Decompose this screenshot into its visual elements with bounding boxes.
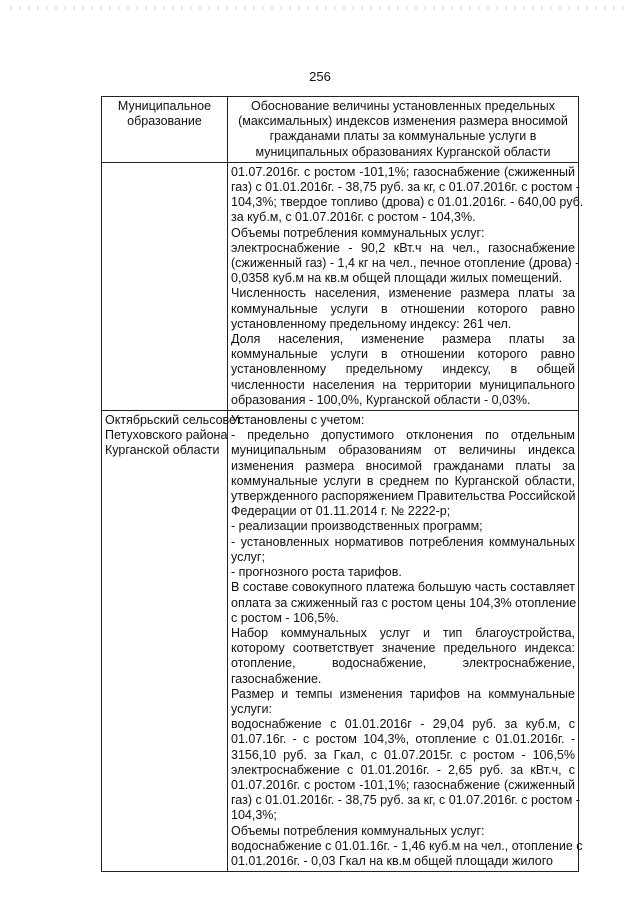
text-line: Объемы потребления коммунальных услуг: <box>231 225 485 240</box>
text-line: коммунальные услуги в отношении которого равно <box>231 347 575 362</box>
text-line: гражданами платы за коммунальные услуги в <box>269 129 537 144</box>
text-line: 3156,10 руб. за Гкал, с 01.07.2015г. с ростом - 106,5% <box>231 747 575 762</box>
text-line: Численность населения, изменение размера платы за <box>231 286 575 301</box>
text-line: 104,3%; твердое топливо (дрова) с 01.01.2016г. - 640,00 руб. <box>231 195 584 210</box>
text-line: за куб.м, с 01.07.2016г. с ростом - 104,3%. <box>231 210 476 225</box>
text-line: Курганской области <box>105 443 220 458</box>
table-header-row <box>102 97 579 163</box>
scan-artifact <box>10 6 625 10</box>
text-line: Размер и темпы изменения тарифов на коммунальные <box>231 686 575 701</box>
row-municipality-cell <box>102 411 242 872</box>
text-line: изменения размера вносимой гражданами платы за <box>231 458 575 473</box>
text-line: (максимальных) индексов изменения размера вносимой <box>238 114 568 129</box>
text-line: электроснабжение с 01.01.2016г. - 2,65 руб. за кВт.ч, с <box>231 762 575 777</box>
text-line: Установлены с учетом: <box>231 413 365 428</box>
table-row <box>102 411 579 872</box>
text-line: 01.01.2016г. - 0,03 Гкал на кв.м общей площади жилого <box>231 853 553 868</box>
text-line: Обоснование величины установленных предельных <box>251 99 555 113</box>
text-line: газ) с 01.01.2016г. - 38,75 руб. за кг, с 01.07.2016г. с ростом - <box>231 793 580 808</box>
text-line: 104,3%; <box>231 808 277 823</box>
text-line: В составе совокупного платежа большую часть составляет <box>231 580 575 595</box>
text-line: газоснабжение. <box>231 671 322 686</box>
text-line: Муниципальное <box>117 99 212 113</box>
text-line: 01.07.2016г. с ростом -101,1%; газоснабжение (сжиженный <box>231 777 575 792</box>
row-municipality-cell <box>102 162 228 410</box>
text-line: Петуховского района <box>105 428 228 443</box>
text-line: муниципальных образованиях Курганской области <box>255 144 551 159</box>
text-line: утвержденного распоряжением Правительства Российской <box>231 489 576 504</box>
text-line: численности населения на территории муниципального <box>231 377 575 392</box>
text-line: электроснабжение - 90,2 кВт.ч на чел., газоснабжение <box>231 240 575 255</box>
text-line: 01.07.16г. - с ростом 104,3%, отопление с 01.01.2016г. - <box>231 732 575 747</box>
text-line: Набор коммунальных услуг и тип благоустройства, <box>231 625 575 640</box>
tariff-table <box>101 96 584 872</box>
text-line: образование <box>127 114 202 129</box>
text-line: Федерации от 01.11.2014 г. № 2222-р; <box>231 504 451 519</box>
text-line: Объемы потребления коммунальных услуг: <box>231 823 485 838</box>
text-line: образования - 100,0%, Курганской области - 0,03%. <box>231 392 531 407</box>
text-line: Октябрьский сельсовет <box>105 413 242 428</box>
text-line: установленному предельному индексу, в общей <box>231 362 575 377</box>
header-justification <box>228 97 579 163</box>
text-line: муниципальным образованиям от величины индекса <box>231 443 575 458</box>
text-line: - предельно допустимого отклонения по отдельным <box>231 428 575 443</box>
text-line: с ростом - 106,5%. <box>231 610 339 625</box>
text-line: установленному предельному индексу: 261 чел. <box>231 316 512 331</box>
row-justification-cell <box>228 162 584 410</box>
text-line: отопление, водоснабжение, электроснабжение, <box>231 656 575 671</box>
text-line: газ) с 01.01.2016г. - 38,75 руб. за кг, с 01.07.2016г. с ростом - <box>231 180 580 195</box>
text-line: - прогнозного роста тарифов. <box>231 565 402 580</box>
text-line: 01.07.2016г. с ростом -101,1%; газоснабжение (сжиженный <box>231 164 575 179</box>
row-justification-cell <box>228 411 583 872</box>
header-municipality <box>102 97 228 163</box>
text-line: которому соответствует значение предельного индекса: <box>231 641 575 656</box>
text-line: услуг; <box>231 549 265 564</box>
text-line: оплата за сжиженный газ с ростом цены 104,3% отопление <box>231 595 577 610</box>
text-line: Доля населения, изменение размера платы за <box>231 332 575 347</box>
text-line: - реализации производственных программ; <box>231 519 483 534</box>
text-line: - установленных нормативов потребления коммунальных <box>231 534 575 549</box>
text-line: (сжиженный газ) - 1,4 кг на чел., печное отопление (дрова) - <box>231 256 580 271</box>
text-line: услуги: <box>231 701 272 716</box>
text-line: водоснабжение с 01.01.16г. - 1,46 куб.м на чел., отопление с <box>231 838 583 853</box>
text-line: водоснабжение с 01.01.2016г - 29,04 руб. за куб.м, с <box>231 717 575 732</box>
text-line: коммунальные услуги в отношении которого равно <box>231 301 575 316</box>
text-line: коммунальные услуги в среднем по Курганской области, <box>231 473 575 488</box>
table-row <box>102 162 579 410</box>
text-line: 0,0358 куб.м на кв.м общей площади жилых помещений. <box>231 271 563 286</box>
page-number: 256 <box>309 69 331 84</box>
